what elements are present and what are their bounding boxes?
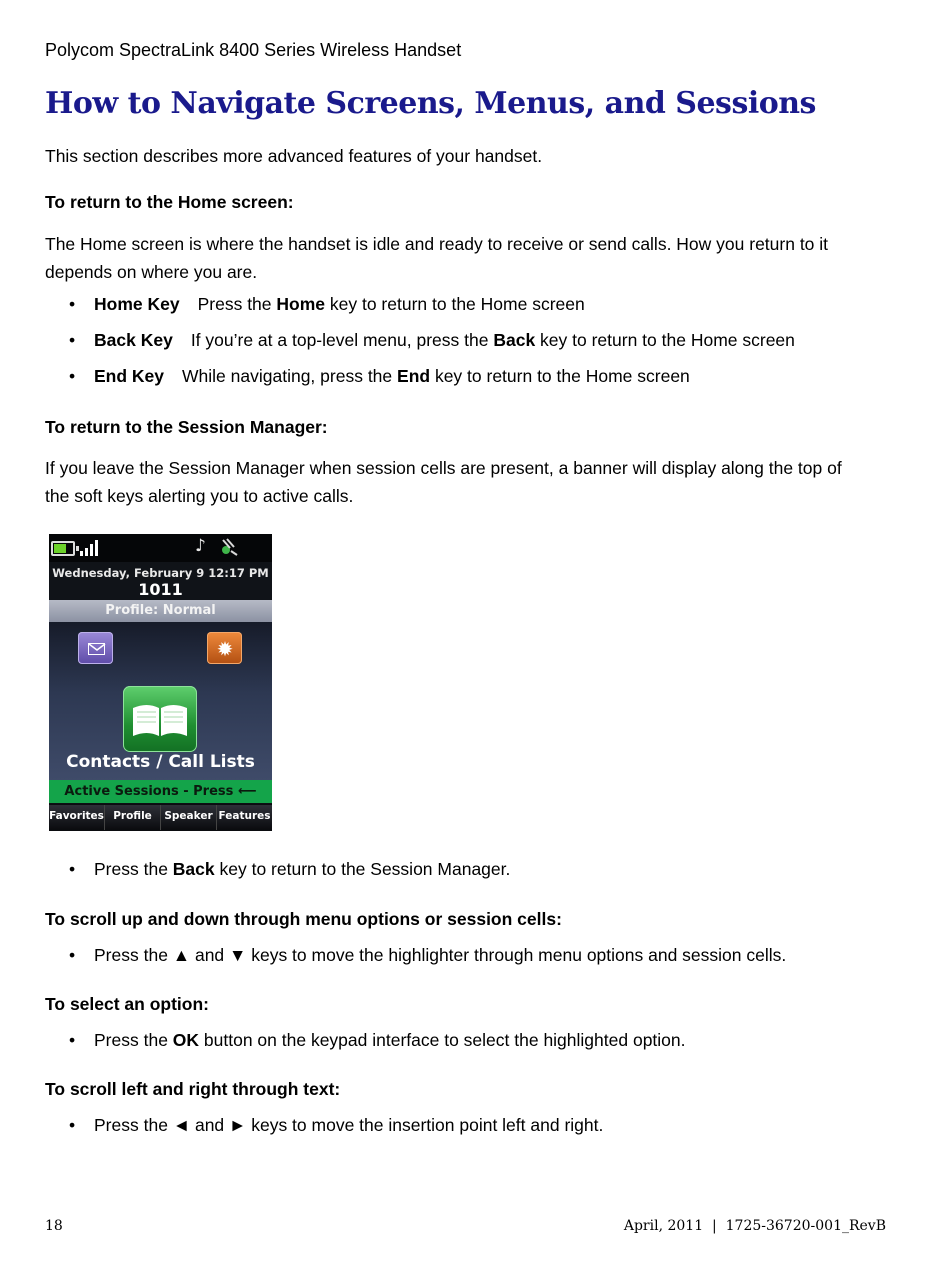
bullet-text-pre: Press the <box>94 859 173 879</box>
home-section-heading: To return to the Home screen: <box>45 192 294 212</box>
bullet-text-bold: Home <box>276 294 326 314</box>
scroll-lr-section-heading: To scroll left and right through text: <box>45 1079 341 1099</box>
date-time: Wednesday, February 9 12:17 PM <box>52 566 269 580</box>
bullet-text-post: button on the keypad interface to select the highlighted option. <box>199 1030 686 1050</box>
bullet-text-post: key to return to the Session Manager. <box>214 859 511 879</box>
bullet-text-bold: OK <box>172 1030 200 1050</box>
bullet-key-name: End Key <box>94 366 165 386</box>
bullet-text-bold: End <box>397 366 431 386</box>
footer-doc-info: April, 2011 | 1725-36720-001_RevB <box>623 1218 886 1234</box>
session-body-line-2: the soft keys alerting you to active calls. <box>45 486 354 506</box>
messages-icon <box>78 632 113 664</box>
page-title: How to Navigate Screens, Menus, and Sessions <box>45 86 816 121</box>
softkey-bar <box>49 804 272 831</box>
softkey-speaker: Speaker <box>161 805 217 830</box>
bullet-key-name: Back Key <box>94 330 173 350</box>
home-body-line-1: The Home screen is where the handset is idle and ready to receive or send calls. How you return to it <box>45 234 829 254</box>
select-section-heading: To select an option: <box>45 994 209 1014</box>
datetime-area <box>49 562 272 600</box>
session-body-line-1: If you leave the Session Manager when session cells are present, a banner will display along the top of <box>45 458 842 478</box>
bullet-text-post: key to return to the Home screen <box>430 366 690 386</box>
bullet-text-post: key to return to the Home screen <box>535 330 795 350</box>
softkey-favorites: Favorites <box>49 805 105 830</box>
bullet-text-pre: While navigating, press the <box>182 366 398 386</box>
session-section-heading: To return to the Session Manager: <box>45 417 328 437</box>
active-sessions-banner: Active Sessions - Press ⟵ <box>49 780 272 803</box>
page-number: 18 <box>45 1218 63 1234</box>
softkey-profile: Profile <box>105 805 161 830</box>
bullet-text-pre: Press the <box>94 1030 173 1050</box>
status-bar <box>49 534 272 562</box>
contacts-label: Contacts / Call Lists <box>66 752 255 772</box>
wifi-icon <box>219 537 239 557</box>
bullet-text-bold: Back <box>493 330 536 350</box>
home-body-line-2: depends on where you are. <box>45 262 258 282</box>
session-section-body <box>45 454 885 510</box>
music-note-icon: ♪ <box>195 536 206 556</box>
handset-screenshot <box>49 534 272 831</box>
extension-number: 1011 <box>138 580 183 599</box>
bullet-text-bold: Back <box>172 859 215 879</box>
bullet-key-name: Home Key <box>94 294 180 314</box>
home-screen-area <box>49 622 272 780</box>
intro-paragraph: This section describes more advanced features of your handset. <box>45 146 543 166</box>
bullet-text-pre: Press the <box>197 294 277 314</box>
contacts-book-icon <box>123 686 197 752</box>
home-section-body <box>45 230 885 286</box>
profile-bar: Profile: Normal <box>49 600 272 622</box>
scroll-section-heading: To scroll up and down through menu options or session cells: <box>45 909 562 929</box>
bullet-text: Press the ◄ and ► keys to move the insertion point left and right. <box>94 1115 604 1135</box>
bullet-text-pre: If you’re at a top-level menu, press the <box>190 330 494 350</box>
battery-icon <box>51 541 75 556</box>
settings-icon: ✹ <box>207 632 242 664</box>
softkey-features: Features <box>217 805 272 830</box>
bullet-text: Press the ▲ and ▼ keys to move the highlighter through menu options and session cells. <box>94 945 787 965</box>
bullet-text-post: key to return to the Home screen <box>325 294 585 314</box>
running-header: Polycom SpectraLink 8400 Series Wireless Handset <box>45 40 462 60</box>
signal-icon <box>80 540 102 556</box>
